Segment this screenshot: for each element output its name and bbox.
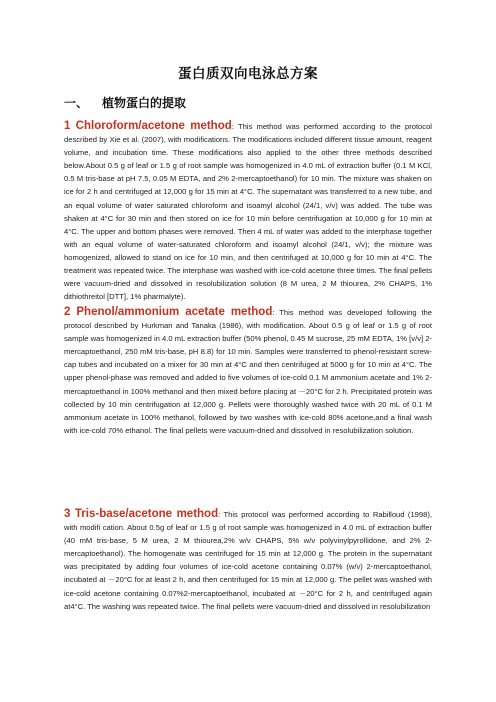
method-paragraph-1 xyxy=(64,120,432,303)
method-body-1: : This method was performed according to the protocol described by Xie et al. (2007), with modifications. The modifications included different tissue amount, reagent volume, and incubation time. These modifications also applied to the other three methods described below.About 0.5 g of leaf or 1.5 g of root sample was homogenized in 4.0 mL of extraction buffer (0.1 M KCl, 0.5 M tris-base at pH 7.5, 0.05 M EDTA, and 2% 2-mercaptoethanol) for 10 min. The mixture was shaken on ice for 2 h and centrifuged at 12,000 g for 15 min at 4°C. The supernatant was transferred to a new tube, and an equal volume of water saturated chloroform and isoamyl alcohol (24/1, v/v) was added. The tube was shaken at 4°C for 30 min and then stored on ice for 10 min before centrifugation at 10,000 g for 10 min at 4°C. The upper and bottom phases were removed. Then 4 mL of water was added to the interphase together with an equal volume of water-saturated chloroform and isoamyl alcohol (24/1, v/v); the mixture was homogenized, allowed to stand on ice for 10 min, and then centrifuged at 10,000 g for 10 min at 4°C. The treatment was repeated twice. The interphase was washed with ice-cold acetone three times. The final pellets were vacuum-dried and dissolved in resolubilization solution (8 M urea, 2 M thiourea, 2% CHAPS, 1% dithiothreitol [DTT], 1% pharmalyte). xyxy=(64,122,432,302)
method-heading-1: 1 Chloroform/acetone method xyxy=(64,120,232,132)
method-paragraph-2 xyxy=(64,306,432,437)
method-body-2: : This method was developed following the protocol described by Hurkman and Tanaka (1986), with modification. About 0.5 g of leaf or 1.5 g of root sample was homogenized in 4.0 mL extraction buffer (50% phenol, 0.45 M sucrose, 25 mM EDTA, 1% [v/v] 2-mercaptoethanol, 250 mM tris-base, pH 8.8) for 10 min. Samples were transferred to phenol-resistant screw-cap tubes and incubated on a mixer for 30 min at 4°C and then centrifuged at 5000 g for 10 min at 4°C. The upper phenol-phase was removed and added to five volumes of ice-cold 0.1 M ammonium acetate and 1% 2-mercaptoethanol in 100% methanol and then mixed before placing at －20°C for 2 h. Precipitated protein was collected by 10 min centrifugation at 12,000 g. Pellets were thoroughly washed twice with 20 mL of 0.1 M ammonium acetate in 100% methanol, followed by two washes with ice-cold 80% acetone,and a final wash with ice-cold 70% ethanol. The final pellets were vacuum-dried and dissolved in resolubilization solution. xyxy=(64,308,432,435)
section-heading xyxy=(64,94,186,111)
document-title: 蛋白质双向电泳总方案 xyxy=(178,66,318,82)
method-heading-2: 2 Phenol/ammonium acetate method xyxy=(64,306,273,318)
section-number: 一、 xyxy=(64,96,89,110)
method-paragraph-3 xyxy=(64,508,432,613)
method-heading-3: 3 Tris-base/acetone method xyxy=(64,508,219,520)
section-label: 植物蛋白的提取 xyxy=(102,96,187,110)
method-body-3: : This protocol was performed according to Rabilloud (1998), with modifi cation. About 0.5g of leaf or 1.5 g of root sample was homogenized in 4.0 mL of extraction buffer (40 mM tris-base, 5 M urea, 2 M thiourea,2% w/v CHAPS, 5% w/v polyvinylpyrollidone, and 2% 2-mercaptoethanol). The homogenate was centrifuged for 15 min at 12,000 g. The protein in the supernatant was precipitated by adding four volumes of ice-cold acetone containing 0.07% (w/v) 2-mercaptoethanol, incubated at －20°C for at least 2 h, and then centrifuged for 15 min at 12,000 g. The pellet was washed with ice-cold acetone containing 0.07%2-mercaptoethanol, incubated at －20°C for 2 h, and centrifuged again at4°C. The washing was repeated twice. The final pellets were vacuum-dried and dissolved in resolubilization xyxy=(64,510,432,611)
